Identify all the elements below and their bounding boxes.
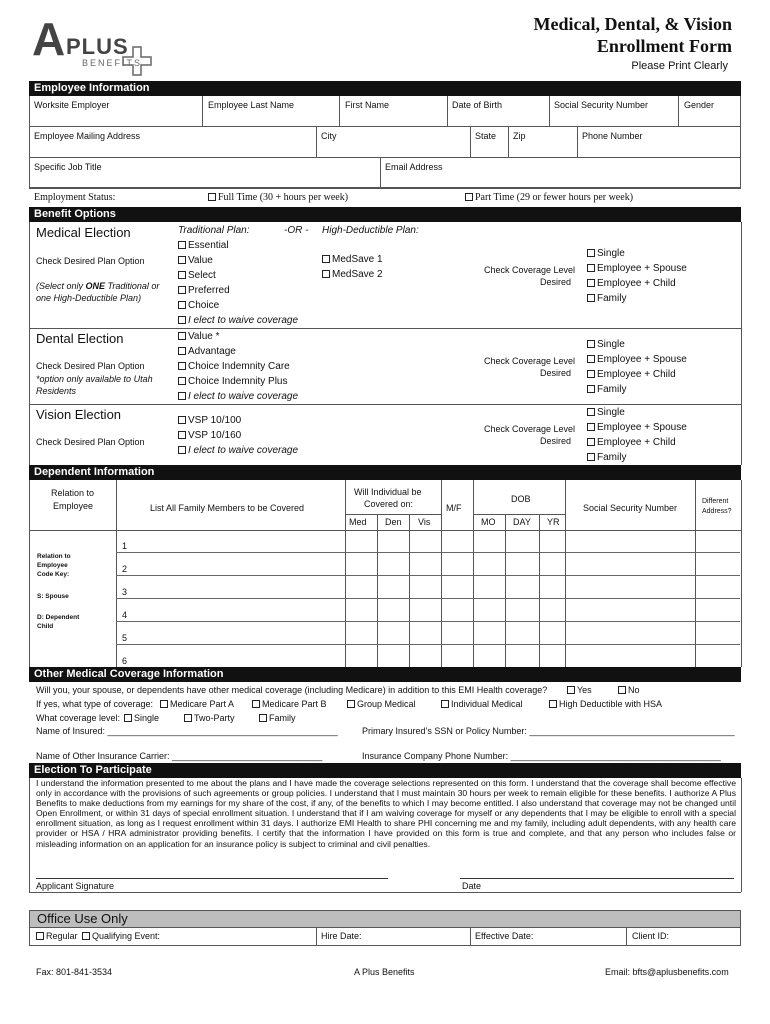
dep-header-med: Med	[349, 517, 367, 527]
checkbox-icon	[465, 193, 473, 201]
checkbox-icon	[184, 714, 192, 722]
checkbox-icon	[587, 340, 595, 348]
checkbox-icon	[178, 392, 186, 400]
medical-option-essential[interactable]: Essential	[178, 240, 229, 251]
field-city[interactable]: City	[321, 131, 337, 141]
checkbox-icon	[178, 416, 186, 424]
dental-option-choice-indemnity-care[interactable]: Choice Indemnity Care	[178, 361, 290, 372]
field-job-title[interactable]: Specific Job Title	[34, 162, 102, 172]
level-two-party[interactable]: Two-Party	[184, 713, 235, 723]
vision-option-vsp-10-100[interactable]: VSP 10/100	[178, 415, 241, 426]
type-individual-medical[interactable]: Individual Medical	[441, 699, 523, 709]
field-other-carrier[interactable]: Name of Other Insurance Carrier: ______________________________	[36, 751, 323, 761]
checkbox-icon	[252, 700, 260, 708]
office-hire-date[interactable]: Hire Date:	[321, 931, 362, 941]
checkbox-icon	[587, 423, 595, 431]
field-zip[interactable]: Zip	[513, 131, 526, 141]
checkbox-icon	[587, 249, 595, 257]
dep-header-different: Different	[702, 498, 729, 505]
type-group-medical[interactable]: Group Medical	[347, 699, 416, 709]
dep-header-day: DAY	[513, 517, 531, 527]
checkbox-icon	[178, 316, 186, 324]
dep-header-address: Address?	[702, 508, 732, 515]
checkbox-icon	[178, 286, 186, 294]
checkbox-icon	[587, 355, 595, 363]
medical-coverage-level-label: Check Coverage Level	[484, 265, 576, 275]
dental-option-advantage[interactable]: Advantage	[178, 346, 236, 357]
level-single[interactable]: Single	[124, 713, 159, 723]
checkbox-icon	[178, 241, 186, 249]
checkbox-icon	[36, 932, 44, 940]
medical-option-choice[interactable]: Choice	[178, 300, 219, 311]
medical-option-medsave-2[interactable]: MedSave 2	[322, 269, 383, 280]
vision-level-employee-child[interactable]: Employee + Child	[587, 437, 676, 448]
dep-header-dob: DOB	[511, 494, 531, 504]
section-benefit-options: Benefit Options	[29, 207, 741, 222]
checkbox-icon	[178, 362, 186, 370]
field-worksite-employer[interactable]: Worksite Employer	[34, 100, 110, 110]
dental-coverage-level-label: Check Coverage Level	[484, 356, 576, 366]
level-family[interactable]: Family	[259, 713, 296, 723]
vision-level-single[interactable]: Single	[587, 407, 625, 418]
dental-coverage-level-label-2: Desired	[540, 368, 572, 378]
type-medicare-a[interactable]: Medicare Part A	[160, 699, 234, 709]
checkbox-icon	[587, 385, 595, 393]
logo	[30, 13, 154, 76]
coverage-type-label: If yes, what type of coverage:	[36, 699, 154, 709]
medical-option-value[interactable]: Value	[178, 255, 213, 266]
section-office-use-only: Office Use Only	[29, 910, 741, 928]
dep-header-mo: MO	[481, 517, 496, 527]
vision-coverage-level-label-2: Desired	[540, 436, 572, 446]
hdp-label: High-Deductible Plan:	[322, 225, 419, 236]
medical-level-family[interactable]: Family	[587, 293, 626, 304]
coverage-level-label: What coverage level:	[36, 713, 121, 723]
field-mailing-address[interactable]: Employee Mailing Address	[34, 131, 141, 141]
form-subtitle: Please Print Clearly	[631, 60, 728, 72]
checkbox-icon	[259, 714, 267, 722]
dental-waive-coverage[interactable]: I elect to waive coverage	[178, 391, 298, 402]
employment-status-label: Employment Status:	[34, 192, 116, 203]
checkbox-icon	[178, 301, 186, 309]
field-date-of-birth[interactable]: Date of Birth	[452, 100, 503, 110]
checkbox-icon	[587, 264, 595, 272]
other-coverage-yes[interactable]: Yes	[567, 685, 592, 695]
checkbox-icon	[441, 700, 449, 708]
office-client-id[interactable]: Client ID:	[632, 931, 670, 941]
checkbox-icon	[587, 408, 595, 416]
dental-utah-note-line2: Residents	[36, 386, 77, 396]
checkbox-icon	[322, 255, 330, 263]
field-state[interactable]: State	[475, 131, 497, 141]
medical-option-select[interactable]: Select	[178, 270, 216, 281]
dental-level-family[interactable]: Family	[587, 384, 626, 395]
checkbox-icon	[178, 256, 186, 264]
dental-utah-note: *option only available to Utah	[36, 374, 153, 384]
dep-header-will-covered: Will Individual be	[354, 487, 422, 497]
vision-option-vsp-10-160[interactable]: VSP 10/160	[178, 430, 241, 441]
relation-code-key: Relation to Employee Code Key: S: Spouse D: Dependent Child	[37, 553, 80, 630]
medical-level-employee-spouse[interactable]: Employee + Spouse	[587, 263, 687, 274]
dental-option-value[interactable]: Value *	[178, 331, 220, 342]
checkbox-icon	[208, 193, 216, 201]
vision-waive-coverage[interactable]: I elect to waive coverage	[178, 445, 298, 456]
footer-fax: Fax: 801-841-3534	[36, 967, 113, 977]
medical-option-preferred[interactable]: Preferred	[178, 285, 230, 296]
checkbox-icon	[587, 294, 595, 302]
dep-row-number: 2	[122, 564, 128, 574]
vision-level-employee-spouse[interactable]: Employee + Spouse	[587, 422, 687, 433]
footer-email: Email: bfts@aplusbenefits.com	[605, 967, 729, 977]
checkbox-icon	[82, 932, 90, 940]
field-phone-number[interactable]: Phone Number	[582, 131, 643, 141]
field-carrier-phone[interactable]: Insurance Company Phone Number: __________________________________________	[362, 751, 721, 761]
dental-level-employee-child[interactable]: Employee + Child	[587, 369, 676, 380]
traditional-plan-label: Traditional Plan:	[178, 225, 250, 236]
signature-date-field[interactable]: Date	[462, 881, 482, 891]
section-employee-information: Employee Information	[29, 81, 741, 96]
dep-header-will-covered-2: Covered on:	[364, 499, 414, 509]
checkbox-icon	[178, 377, 186, 385]
dep-header-mf: M/F	[446, 503, 462, 513]
medical-option-medsave-1[interactable]: MedSave 1	[322, 254, 383, 265]
checkbox-icon	[178, 431, 186, 439]
checkbox-icon	[124, 714, 132, 722]
medical-level-employee-child[interactable]: Employee + Child	[587, 278, 676, 289]
dep-header-den: Den	[385, 517, 402, 527]
dep-header-yr: YR	[547, 517, 560, 527]
dep-row-number: 4	[122, 610, 128, 620]
logo-benefits-text: BENEFITS	[82, 58, 143, 68]
section-election-to-participate: Election To Participate	[29, 763, 741, 778]
vision-level-family[interactable]: Family	[587, 452, 626, 463]
dep-row-number: 1	[122, 541, 128, 551]
vision-election-title: Vision Election	[36, 407, 122, 422]
dep-header-ssn: Social Security Number	[583, 503, 678, 513]
checkbox-icon	[567, 686, 575, 694]
vision-check-desired: Check Desired Plan Option	[36, 437, 145, 447]
dep-header-relation: Relation to	[51, 488, 95, 498]
dep-header-vis: Vis	[418, 517, 431, 527]
part-time-checkbox[interactable]: Part Time (29 or fewer hours per week)	[465, 192, 633, 203]
checkbox-icon	[178, 332, 186, 340]
logo-cross-icon	[122, 46, 152, 76]
office-effective-date[interactable]: Effective Date:	[475, 931, 534, 941]
medical-select-note: (Select only ONE Traditional or	[36, 281, 160, 291]
dental-check-desired: Check Desired Plan Option	[36, 361, 145, 371]
field-first-name[interactable]: First Name	[345, 100, 390, 110]
election-legal-text: I understand the information presented to me about the plans and I have made the coverage selections represented on this form. I understand that the coverage shall become effective only in accordance with the provisions of such agreements or group policies. I understand that I must maintain 30 hours per week to remain eligible for these benefits. I authorize A Plus Benefits to make deductions from my earnings for my share of the cost, if any, of the benefits to which I may become entitled. I also understand that coverage may not be changed until Open Enrollment, or within 31 days of special enrollment situation. I understand that if I am waiving coverage for myself or any dependents that I may be eligible to enroll with a special enrollment situation, as long as I request enrollment within 31 days. I authorize EMI Health to share PHI concerning me and my family, including adult dependents, with any health care provider or HSA / HRA administrator providing benefits. I certify that the information I have provided on this form is true and complete, and that any person who includes false or misleading information on an application for an insurance policy is subject to criminal and civil penalties.	[36, 778, 736, 849]
dental-level-single[interactable]: Single	[587, 339, 625, 350]
field-gender[interactable]: Gender	[684, 100, 715, 110]
field-ssn[interactable]: Social Security Number	[554, 100, 649, 110]
medical-level-single[interactable]: Single	[587, 248, 625, 259]
type-hdhp-hsa[interactable]: High Deductible with HSA	[549, 699, 662, 709]
form-title-line1: Medical, Dental, & Vision	[533, 14, 732, 34]
full-time-checkbox[interactable]: Full Time (30 + hours per week)	[208, 192, 348, 203]
checkbox-icon	[587, 279, 595, 287]
medical-waive-coverage[interactable]: I elect to waive coverage	[178, 315, 298, 326]
dental-level-employee-spouse[interactable]: Employee + Spouse	[587, 354, 687, 365]
dep-header-relation-2: Employee	[53, 501, 94, 511]
dep-row-number: 5	[122, 633, 128, 643]
or-label: -OR -	[284, 225, 309, 236]
field-email-address[interactable]: Email Address	[385, 162, 443, 172]
logo-letter-a: A	[32, 13, 66, 65]
checkbox-icon	[178, 347, 186, 355]
office-regular-checkbox[interactable]: Regular	[36, 931, 78, 941]
section-dependent-information: Dependent Information	[29, 465, 741, 480]
checkbox-icon	[347, 700, 355, 708]
dental-option-choice-indemnity-plus[interactable]: Choice Indemnity Plus	[178, 376, 288, 387]
other-coverage-no[interactable]: No	[618, 685, 640, 695]
other-coverage-question: Will you, your spouse, or dependents have other medical coverage (including Medicare) in addition to this EMI Health coverage?	[36, 685, 548, 695]
type-medicare-b[interactable]: Medicare Part B	[252, 699, 327, 709]
dental-election-title: Dental Election	[36, 331, 124, 346]
checkbox-icon	[618, 686, 626, 694]
field-employee-last-name[interactable]: Employee Last Name	[208, 100, 295, 110]
applicant-signature-field[interactable]: Applicant Signature	[36, 881, 115, 891]
checkbox-icon	[160, 700, 168, 708]
checkbox-icon	[178, 271, 186, 279]
logo-plus-text: PLUS	[66, 34, 129, 59]
vision-coverage-level-label: Check Coverage Level	[484, 424, 576, 434]
footer-company: A Plus Benefits	[354, 967, 415, 977]
dep-row-number: 3	[122, 587, 128, 597]
medical-election-title: Medical Election	[36, 225, 131, 240]
office-qualifying-event[interactable]: Qualifying Event:	[82, 931, 160, 941]
medical-coverage-level-label-2: Desired	[540, 277, 572, 287]
checkbox-icon	[322, 270, 330, 278]
checkbox-icon	[587, 453, 595, 461]
checkbox-icon	[549, 700, 557, 708]
checkbox-icon	[587, 438, 595, 446]
medical-select-note-line2: one High-Deductible Plan)	[36, 293, 142, 303]
medical-check-desired: Check Desired Plan Option	[36, 256, 145, 266]
dep-header-list-members: List All Family Members to be Covered	[150, 503, 305, 513]
form-title-line2: Enrollment Form	[596, 36, 732, 56]
dep-row-number: 6	[122, 656, 128, 666]
section-other-medical-coverage: Other Medical Coverage Information	[29, 667, 741, 682]
checkbox-icon	[587, 370, 595, 378]
field-primary-insured-ssn[interactable]: Primary Insured’s SSN or Policy Number: _________________________________________	[362, 726, 735, 736]
checkbox-icon	[178, 446, 186, 454]
field-name-of-insured[interactable]: Name of Insured: ______________________________________________	[36, 726, 338, 736]
